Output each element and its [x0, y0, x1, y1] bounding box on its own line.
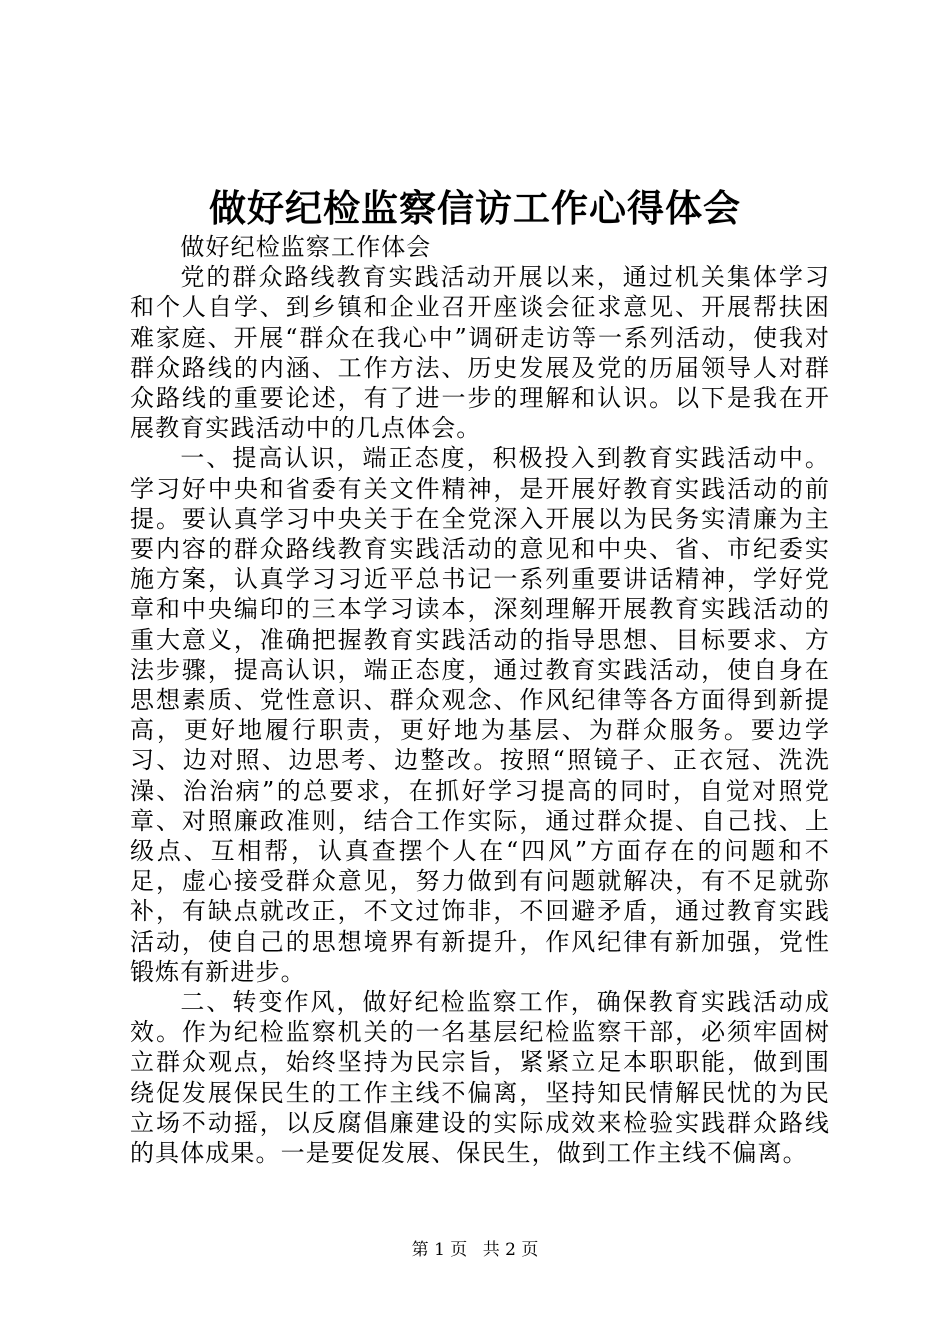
page-number: 第 1 页 — [411, 1240, 468, 1260]
paragraph-section-two: 二、转变作风，做好纪检监察工作，确保教育实践活动成效。作为纪检监察机关的一名基层纪检监察干部，必须牢固树立群众观点，始终坚持为民宗旨，紧紧立足本职职能，做到围绕促发展保民生的工作主线不偏离，坚持知民情解民忧的为民立场不动摇，以反腐倡廉建设的实际成效来检验实践群众路线的具体成果。一是要促发展、保民生，做到工作主线不偏离。 — [130, 988, 830, 1168]
document-title: 做好纪检监察信访工作心得体会 — [209, 186, 741, 230]
paragraph-intro: 党的群众路线教育实践活动开展以来，通过机关集体学习和个人自学、到乡镇和企业召开座谈会征求意见、开展帮扶困难家庭、开展“群众在我心中”调研走访等一系列活动，使我对群众路线的内涵、工作方法、历史发展及党的历届领导人对群众路线的重要论述，有了进一步的理解和认识。以下是我在开展教育实践活动中的几点体会。 — [130, 263, 830, 443]
page-footer — [0, 1238, 950, 1262]
paragraph-section-one: 一、提高认识，端正态度，积极投入到教育实践活动中。学习好中央和省委有关文件精神，是开展好教育实践活动的前提。要认真学习中央关于在全党深入开展以为民务实清廉为主要内容的群众路线教育实践活动的意见和中央、省、市纪委实施方案，认真学习习近平总书记一系列重要讲话精神，学好党章和中央编印的三本学习读本，深刻理解开展教育实践活动的重大意义，准确把握教育实践活动的指导思想、目标要求、方法步骤，提高认识，端正态度，通过教育实践活动，使自身在思想素质、党性意识、群众观念、作风纪律等各方面得到新提高，更好地履行职责，更好地为基层、为群众服务。要边学习、边对照、边思考、边整改。按照“照镜子、正衣冠、洗洗澡、治治病”的总要求，在抓好学习提高的同时，自觉对照党章、对照廉政准则，结合工作实际，通过群众提、自己找、上级点、互相帮，认真查摆个人在“四风”方面存在的问题和不足，虚心接受群众意见，努力做到有问题就解决，有不足就弥补，有缺点就改正，不文过饰非，不回避矛盾，通过教育实践活动，使自己的思想境界有新提升，作风纪律有新加强，党性锻炼有新进步。 — [130, 444, 830, 986]
paragraph-subtitle: 做好纪检监察工作体会 — [180, 233, 432, 261]
document-body — [130, 232, 830, 1168]
page-total: 共 2 页 — [482, 1240, 539, 1260]
